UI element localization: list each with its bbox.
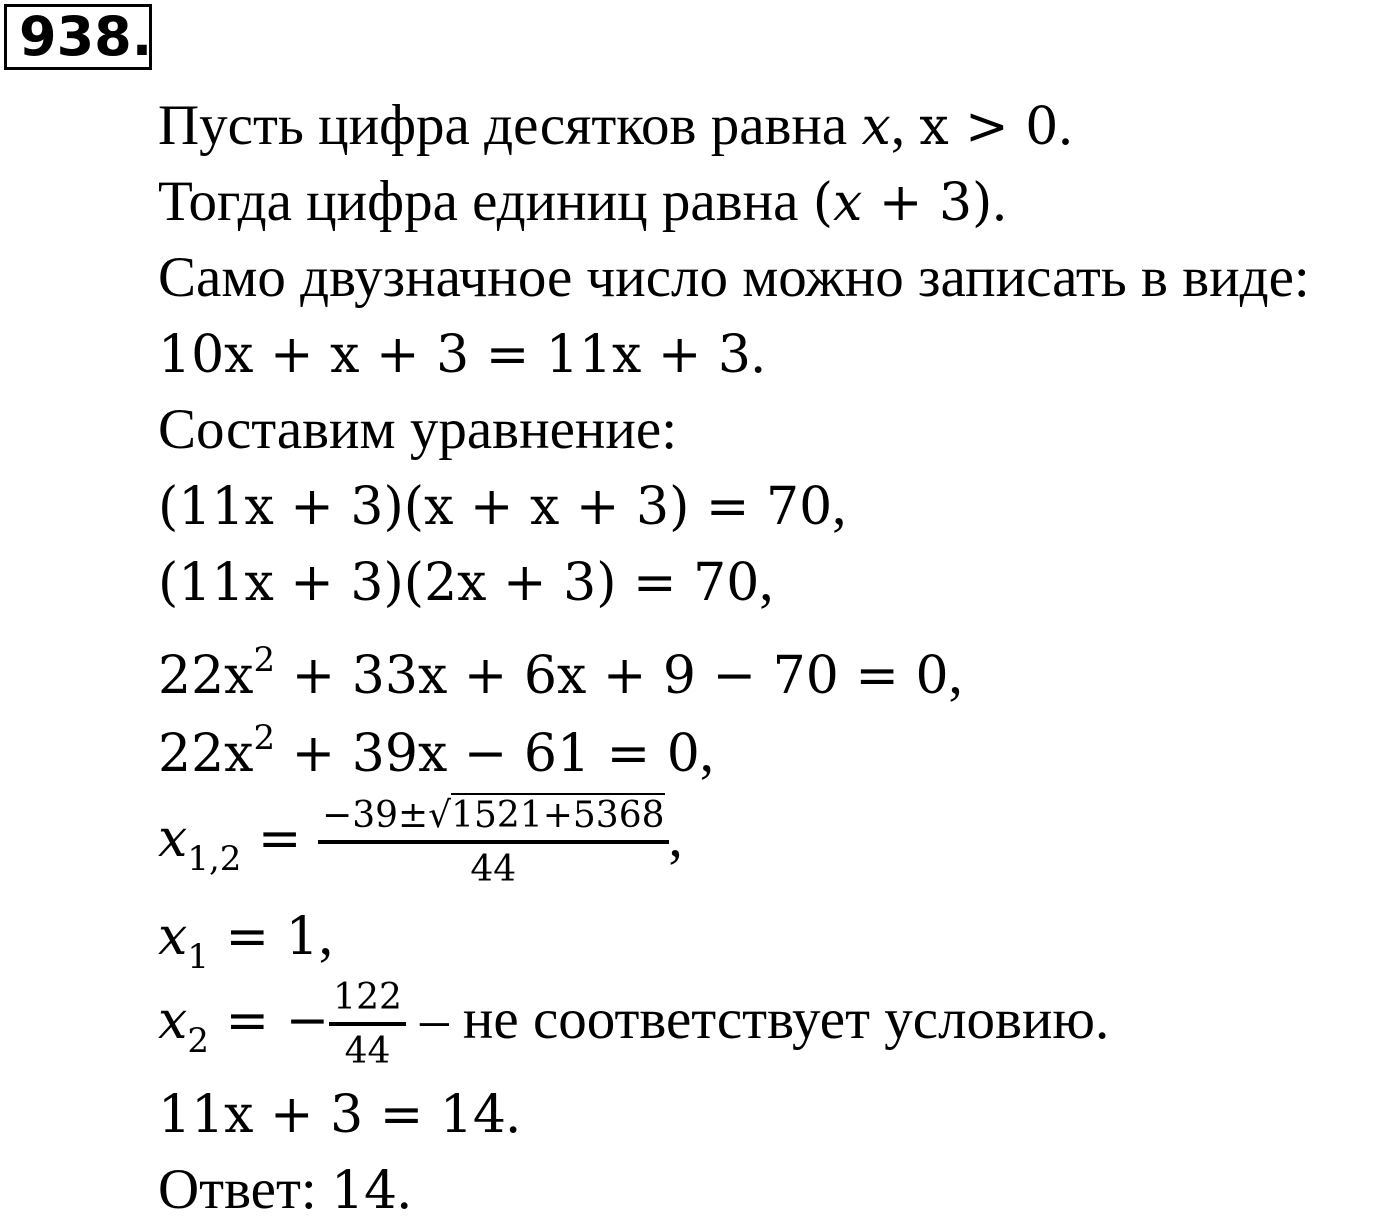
line-8: $22x^2 + 33x + 6x + 9 - 70 = 0$, [158,640,963,706]
fraction-denominator: 44 [470,848,517,890]
line-12-lhs: $x_2$ = − [158,991,330,1061]
answer-label: Ответ: [158,1158,331,1221]
line-9-expr: $22x^2 + 39x - 61 = 0$ [158,718,700,784]
line-10-lhs: $x_{1,2}$ = [158,809,319,879]
line-3 [158,246,1310,310]
line-2-expr: (x + 3) [812,173,993,233]
x2-numerator: 122 [329,976,406,1026]
x2-denominator: 44 [344,1030,391,1072]
line-12 [158,972,1109,1089]
line-1-text: Пусть цифра десятков равна [158,94,862,157]
line-7-expr: (11x + 3)(2x + 3) = 70 [158,553,760,613]
line-3-text: Само двузначное число можно записать в виде: [158,246,1310,309]
line-2: Тогда цифра единиц равна (x + 3). [158,170,1007,233]
line-6: (11x + 3)(x + x + 3) = 70, [158,474,847,537]
x2-fraction [329,976,406,1074]
line-10: $x_{1,2}$ = $\frac{-39\pm√1521+5368}{44}$ , [158,794,683,890]
line-13-expr: 11x + 3 = 14 [158,1085,507,1145]
line-2-text: Тогда цифра единиц равна [158,170,813,233]
line-8-expr: $22x^2 + 33x + 6x + 9 - 70 = 0$ [158,640,949,706]
line-1-inequality: x > 0 [919,97,1059,157]
line-7: (11x + 3)(2x + 3) = 70, [158,550,774,613]
line-1-var: x [861,97,891,157]
answer-value: 14 [330,1161,398,1221]
line-12-text: – не соответствует условию. [405,988,1110,1051]
line-5-text: Составим уравнение: [158,398,678,461]
problem-number: 938. [4,4,152,70]
line-9: $22x^2 + 39x - 61 = 0$, [158,718,715,784]
fraction-numerator: −39±√1521+5368 [318,794,668,844]
line-5 [158,398,677,462]
line-11: $x_1 = 1$, [158,904,333,977]
line-4-expr: 10x + x + 3 = 11x + 3 [158,325,751,385]
line-1: Пусть цифра десятков равна x, x > 0. [158,94,1073,157]
line-13: 11x + 3 = 14. [158,1082,521,1145]
line-11-expr: $x_1 = 1$ [158,907,319,977]
line-6-expr: (11x + 3)(x + x + 3) = 70 [158,477,833,537]
answer-line: Ответ: 14. [158,1158,412,1221]
line-4: 10x + x + 3 = 11x + 3. [158,322,766,385]
discriminant-fraction [318,794,668,892]
